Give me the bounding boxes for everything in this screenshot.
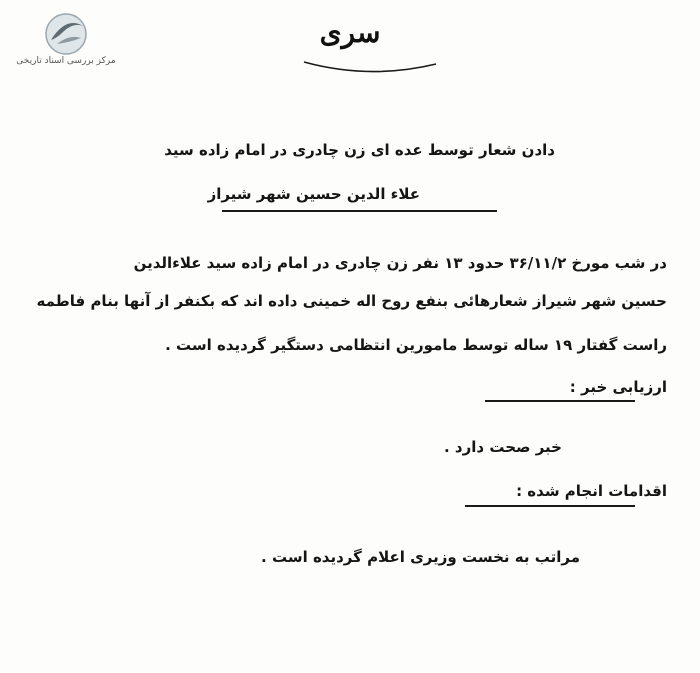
- body-line-2: حسین شهر شیراز شعارهائی بنفع روح اله خمینی داده اند که بکنفر از آنها بنام فاطمه: [36, 292, 667, 310]
- actions-underline: [465, 505, 635, 507]
- title-line-2: علاء الدین حسین شهر شیراز: [207, 185, 420, 203]
- body-line-3: راست گفتار ۱۹ ساله توسط مامورین انتظامی دستگیر گردیده است .: [165, 336, 667, 354]
- assessment-text: خبر صحت دارد .: [444, 438, 562, 456]
- classification-stamp: سری: [319, 16, 381, 49]
- title-underline: [222, 210, 497, 212]
- assessment-underline: [485, 400, 635, 402]
- actions-heading: اقدامات انجام شده :: [516, 482, 667, 500]
- classification-underline: [300, 56, 440, 78]
- archive-logo-caption: مرکز بررسی اسناد تاریخی: [16, 56, 116, 66]
- archive-emblem-icon: [39, 12, 93, 56]
- archive-logo: [12, 12, 120, 70]
- title-line-1: دادن شعار توسط عده ای زن چادری در امام زاده سید: [164, 141, 555, 159]
- body-line-1: در شب مورخ ۳۶/۱۱/۲ حدود ۱۳ نفر زن چادری در امام زاده سید علاءالدین: [133, 254, 667, 272]
- assessment-heading: ارزیابی خبر :: [569, 378, 667, 396]
- actions-text: مراتب به نخست وزیری اعلام گردیده است .: [261, 548, 580, 566]
